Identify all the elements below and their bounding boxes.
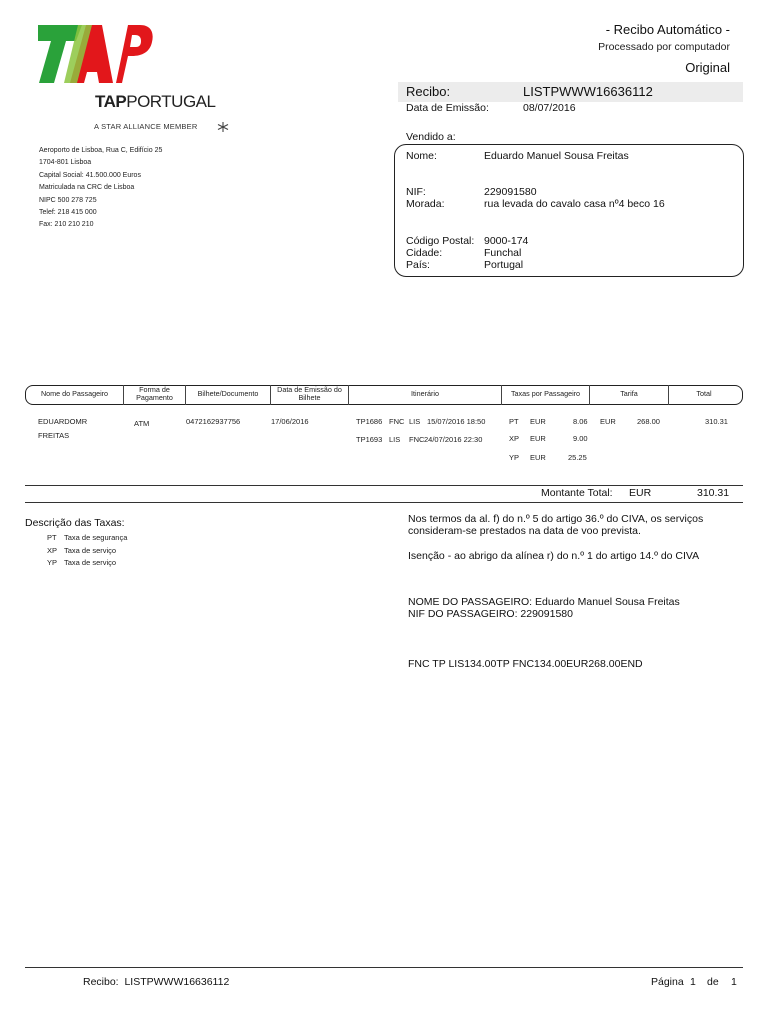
company-address bbox=[39, 145, 162, 232]
company-line: Aeroporto de Lisboa, Rua C, Edifício 25 bbox=[39, 147, 163, 154]
tax-amount: 9.00 bbox=[573, 434, 588, 443]
company-line: Matriculada na CRC de Lisboa bbox=[39, 184, 135, 192]
footer-divider bbox=[25, 967, 743, 968]
client-city-label: Cidade: bbox=[406, 247, 443, 259]
tax-desc-text: Taxa de serviço bbox=[64, 546, 117, 555]
brand-name-bold: TAP bbox=[95, 92, 127, 111]
tap-logo-mark bbox=[36, 22, 156, 86]
tax-desc-text: Taxa de serviço bbox=[64, 558, 117, 567]
footer-receipt bbox=[83, 976, 229, 988]
tax-desc-code: YP bbox=[47, 558, 58, 567]
itinerary-from: LIS bbox=[389, 435, 401, 444]
tax-desc-text: Taxa de segurança bbox=[64, 533, 128, 542]
company-line: Capital Social: 41.500.000 Euros bbox=[39, 171, 141, 179]
footer-page-number: 1 bbox=[690, 976, 696, 988]
col-header-fare: Tarifa bbox=[620, 389, 638, 398]
receipt-label: Recibo: bbox=[406, 84, 451, 99]
fare-calculation: FNC TP LIS134.00TP FNC134.00EUR268.00END bbox=[408, 658, 643, 670]
client-postal: 9000-174 bbox=[484, 235, 529, 247]
row-total: 310.31 bbox=[705, 417, 728, 426]
sold-to-label: Vendido a: bbox=[406, 131, 456, 143]
vat-exemption: Isenção - ao abrigo da alínea r) do n.º 1 do artigo 14.º do CIVA bbox=[408, 550, 700, 562]
company-line: 1704-801 Lisboa bbox=[39, 159, 92, 167]
itinerary-to: FNC bbox=[409, 435, 425, 444]
col-header-payment: Forma de Pagamento bbox=[136, 385, 173, 402]
receipt-number: LISTPWWW16636112 bbox=[523, 84, 653, 99]
ticket-issue-date: 17/06/2016 bbox=[271, 417, 309, 426]
tax-code: YP bbox=[509, 453, 520, 462]
company-line: Telef: 218 415 000 bbox=[39, 209, 97, 217]
footer-receipt-label: Recibo: bbox=[83, 976, 119, 988]
star-alliance-text: A STAR ALLIANCE MEMBER bbox=[94, 122, 198, 131]
client-city: Funchal bbox=[484, 247, 522, 259]
vat-terms-line-1: Nos termos da al. f) do n.º 5 do artigo 36.º do CIVA, os serviços bbox=[408, 513, 704, 525]
total-value: 310.31 bbox=[697, 487, 730, 499]
itinerary-datetime: 15/07/2016 18:50 bbox=[427, 417, 486, 426]
tap-logo bbox=[36, 22, 236, 134]
ticket-number: 0472162937756 bbox=[186, 417, 241, 426]
footer-of-label: de bbox=[707, 976, 719, 988]
client-box bbox=[394, 144, 744, 277]
issue-date: 08/07/2016 bbox=[523, 102, 576, 114]
tax-desc-code: XP bbox=[47, 546, 58, 555]
tax-code: PT bbox=[509, 417, 519, 426]
passenger-name-note: NOME DO PASSAGEIRO: Eduardo Manuel Sousa Freitas bbox=[408, 596, 680, 608]
client-country: Portugal bbox=[484, 259, 524, 271]
footer-page-label: Página bbox=[651, 976, 684, 988]
client-address-label: Morada: bbox=[406, 198, 445, 210]
total-currency: EUR bbox=[629, 487, 652, 499]
tax-description-title: Descrição das Taxas: bbox=[25, 517, 125, 529]
fare-currency: EUR bbox=[600, 417, 616, 426]
itinerary-to: LIS bbox=[409, 417, 421, 426]
total-top-divider bbox=[25, 485, 743, 486]
col-header-passenger: Nome do Passageiro bbox=[40, 389, 109, 398]
payment-method: ATM bbox=[134, 419, 150, 428]
company-line: NIPC 500 278 725 bbox=[39, 196, 97, 204]
tax-currency: EUR bbox=[530, 417, 546, 426]
client-address: rua levada do cavalo casa nº4 beco 16 bbox=[484, 198, 665, 210]
tax-currency: EUR bbox=[530, 453, 546, 462]
vat-terms-line-2: consideram-se prestados na data de voo prevista. bbox=[408, 525, 641, 537]
col-header-total: Total bbox=[696, 389, 712, 398]
passenger-nif-note: NIF DO PASSAGEIRO: 229091580 bbox=[408, 608, 573, 620]
col-header-itinerary: Itinerário bbox=[411, 389, 439, 398]
tax-code: XP bbox=[509, 434, 520, 443]
col-header-issue-date: Data de Emissão do Bilhete bbox=[277, 385, 342, 402]
total-bottom-divider bbox=[25, 502, 743, 503]
client-name: Eduardo Manuel Sousa Freitas bbox=[484, 150, 629, 162]
company-line: Fax: 210 210 210 bbox=[39, 221, 94, 229]
footer-receipt-number: LISTPWWW16636112 bbox=[124, 976, 230, 988]
tax-desc-code: PT bbox=[47, 533, 57, 542]
issue-date-label: Data de Emissão: bbox=[406, 102, 489, 114]
itinerary-flight: TP1693 bbox=[356, 435, 383, 444]
footer-page-count: 1 bbox=[731, 976, 737, 988]
document-title: - Recibo Automático - bbox=[605, 22, 730, 37]
passenger-name-line-1: EDUARDOMR bbox=[38, 417, 88, 426]
client-nif: 229091580 bbox=[484, 186, 537, 198]
brand-name bbox=[95, 92, 215, 112]
copy-type: Original bbox=[685, 60, 730, 75]
document-subtitle: Processado por computador bbox=[598, 41, 730, 53]
col-header-taxes: Taxas por Passageiro bbox=[510, 389, 581, 398]
client-postal-label: Código Postal: bbox=[406, 235, 475, 247]
itinerary-flight: TP1686 bbox=[356, 417, 383, 426]
star-alliance-icon bbox=[216, 120, 230, 132]
client-name-label: Nome: bbox=[406, 150, 437, 162]
tax-amount: 25.25 bbox=[568, 453, 587, 462]
tax-currency: EUR bbox=[530, 434, 546, 443]
brand-name-rest: PORTUGAL bbox=[126, 92, 216, 111]
itinerary-datetime: 24/07/2016 22:30 bbox=[424, 435, 483, 444]
client-nif-label: NIF: bbox=[406, 186, 426, 198]
tax-amount: 8.06 bbox=[573, 417, 588, 426]
total-label: Montante Total: bbox=[541, 487, 613, 499]
col-header-ticket: Bilhete/Documento bbox=[197, 389, 259, 398]
itinerary-from: FNC bbox=[389, 417, 405, 426]
client-country-label: País: bbox=[406, 259, 430, 271]
fare-amount: 268.00 bbox=[637, 417, 660, 426]
passenger-name-line-2: FREITAS bbox=[38, 431, 70, 440]
